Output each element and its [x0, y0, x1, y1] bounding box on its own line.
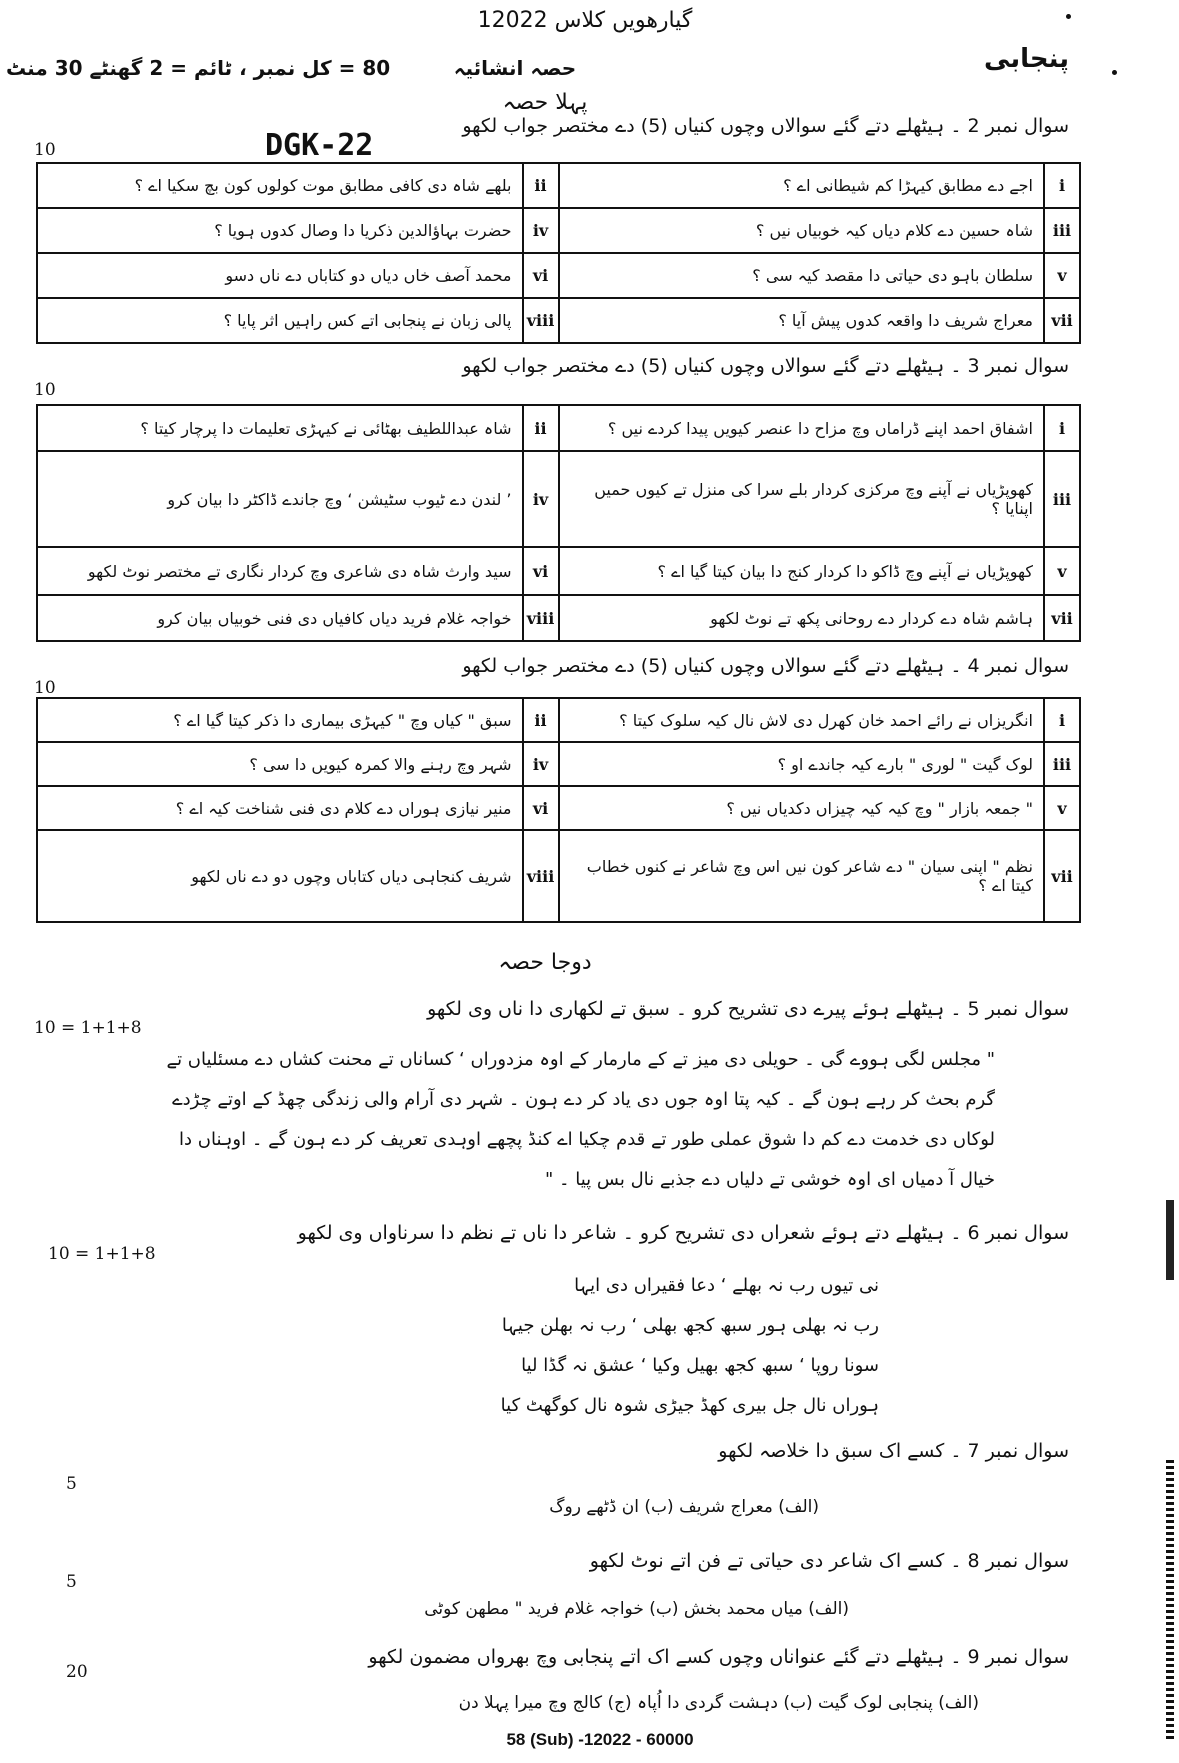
q3-iii-number: iii	[1044, 451, 1080, 547]
q7-heading: سوال نمبر 7 ۔ کسے اک سبق دا خلاصہ لکھو	[718, 1440, 1069, 1462]
q5-marks: 10 = 1+1+8	[34, 1018, 142, 1038]
q3-i-text: اشفاق احمد اپنے ڈراماں وچ مزاح دا عنصر کیویں پیدا کردے نیں ؟	[559, 405, 1045, 451]
q4-ii-number: ii	[523, 698, 559, 742]
q3-ii-text: شاہ عبداللطیف بھٹائی نے کیہڑی تعلیمات دا پرچار کیتا ؟	[37, 405, 523, 451]
table-row	[37, 298, 1080, 343]
q2-i-number: i	[1044, 163, 1080, 208]
q4-vii-number: vii	[1044, 830, 1080, 922]
table-row	[37, 742, 1080, 786]
q2-vi-text: محمد آصف خاں دیاں دو کتاباں دے ناں دسو	[37, 253, 523, 298]
scan-dot	[1112, 70, 1117, 75]
q3-heading: سوال نمبر 3 ۔ ہیٹھلے دتے گئے سوالاں وچوں کنیاں (5) دے مختصر جواب لکھو	[462, 355, 1069, 377]
q3-i-number: i	[1044, 405, 1080, 451]
table-row	[37, 698, 1080, 742]
q4-iii-number: iii	[1044, 742, 1080, 786]
part-two-title: دوجا حصہ	[498, 950, 592, 975]
q3-table	[36, 404, 1081, 642]
table-row	[37, 253, 1080, 298]
q6-marks: 10 = 1+1+8	[48, 1244, 156, 1264]
handwritten-paper-code: DGK-22	[265, 128, 374, 163]
q4-heading: سوال نمبر 4 ۔ ہیٹھلے دتے گئے سوالاں وچوں کنیاں (5) دے مختصر جواب لکھو	[462, 655, 1069, 677]
q6-verse-3: سونا روپا ‘ سبھ کجھ بھیل وکیا ‘ عشق نہ گڈا لیا	[521, 1355, 879, 1376]
q9-heading: سوال نمبر 9 ۔ ہیٹھلے دتے گئے عنواناں وچوں کسے اک اتے پنجابی وچ بھرواں مضمون لکھو	[368, 1646, 1069, 1668]
q6-heading: سوال نمبر 6 ۔ ہیٹھلے دتے ہوئے شعراں دی تشریح کرو ۔ شاعر دا ناں تے نظم دا سرناواں وی لکھو	[297, 1222, 1069, 1244]
q5-passage: " مجلس لگی ہووے گی ۔ حویلی دی میز تے کے مارمار کے اوہ مزدوراں ‘ کساناں تے محنت کشاں دے مسئلیاں تے گرم بحث کر رہے ہون گے ۔ کیہ پتا اوہ جوں دی یاد کر دے ہون ۔ شہر دی آرام والی زندگی چھڈ کے اوتے چڑدے لوکاں دی خدمت دے کم دا شوق عملی طور تے قدم چکیا اے کنڈ پچھے اوہدی تعریف کر دے ہون گے ۔ اوہناں دا خیال آ دمیاں ای اوہ خوشی تے دلیاں دے جذبے نال بس پیا ۔ "	[166, 1049, 995, 1190]
table-row	[37, 830, 1080, 922]
q2-marks: 10	[34, 140, 56, 160]
q8-options: (الف) میاں محمد بخش (ب) خواجہ غلام فرید " مطھن کوٹی	[424, 1599, 849, 1619]
subject-title: پنجابی	[984, 44, 1069, 74]
q2-iv-text: حضرت بہاؤالدین ذکریا دا وصال کدوں ہویا ؟	[37, 208, 523, 253]
part-one-title: پہلا حصہ	[502, 90, 588, 115]
q6-verse-1: نی تیوں رب نہ بھلے ‘ دعا فقیراں دی ایہا	[574, 1275, 879, 1296]
q4-iv-text: شہر وچ رہنے والا کمرہ کیویں دا سی ؟	[37, 742, 523, 786]
scan-edge-mark	[1166, 1200, 1174, 1280]
q2-heading: سوال نمبر 2 ۔ ہیٹھلے دتے گئے سوالاں وچوں کنیاں (5) دے مختصر جواب لکھو	[462, 115, 1069, 137]
q4-viii-text: شریف کنجاہی دیاں کتاباں وچوں دو دے ناں لکھو	[37, 830, 523, 922]
class-title: گیارھویں کلاس 12022	[477, 8, 693, 33]
q3-vi-text: سید وارث شاہ دی شاعری وچ کردار نگاری تے مختصر نوٹ لکھو	[37, 547, 523, 595]
q4-vi-number: vi	[523, 786, 559, 830]
q3-vii-text: ہاشم شاہ دے کردار دے روحانی پکھ تے نوٹ لکھو	[559, 595, 1045, 641]
time-and-total-marks: 80 = کل نمبر ، ٹائم = 2 گھنٹے 30 منٹ	[6, 56, 391, 80]
q4-v-text: " جمعہ بازار " وچ کیہ کیہ چیزاں دکدیاں نیں ؟	[559, 786, 1045, 830]
q9-options: (الف) پنجابی لوک گیت (ب) دہشت گردی دا اُپاہ (ج) کالج وچ میرا پہلا دن	[458, 1693, 979, 1713]
q4-vii-text: نظم " اپنی سیان " دے شاعر کون نیں اس وچ شاعر نے کنوں خطاب کیتا اے ؟	[559, 830, 1045, 922]
q2-viii-text: پالی زبان نے پنجابی اتے کس راہیں اثر پایا ؟	[37, 298, 523, 343]
table-row	[37, 405, 1080, 451]
q2-v-text: سلطان باہو دی حیاتی دا مقصد کیہ سی ؟	[559, 253, 1045, 298]
table-row	[37, 451, 1080, 547]
q4-i-text: انگریزاں نے رائے احمد خان کھرل دی لاش نال کیہ سلوک کیتا ؟	[559, 698, 1045, 742]
q2-vii-number: vii	[1044, 298, 1080, 343]
q4-v-number: v	[1044, 786, 1080, 830]
paper-footer-code: 58 (Sub) -12022 - 60000	[506, 1730, 694, 1749]
table-row	[37, 547, 1080, 595]
q8-marks: 5	[66, 1572, 77, 1592]
scan-edge-mark	[1166, 1460, 1174, 1740]
q7-marks: 5	[66, 1474, 77, 1494]
q2-ii-number: ii	[523, 163, 559, 208]
q2-vii-text: معراج شریف دا واقعہ کدوں پیش آیا ؟	[559, 298, 1045, 343]
q2-table	[36, 162, 1081, 344]
scan-dot	[1066, 14, 1071, 19]
q4-viii-number: viii	[523, 830, 559, 922]
q8-heading: سوال نمبر 8 ۔ کسے اک شاعر دی حیاتی تے فن اتے نوٹ لکھو	[589, 1550, 1069, 1572]
q3-iv-number: iv	[523, 451, 559, 547]
q3-marks: 10	[34, 380, 56, 400]
q2-iv-number: iv	[523, 208, 559, 253]
q3-v-text: کھوپڑیاں نے آپنے وچ ڈاکو دا کردار کنج دا بیان کیتا گیا اے ؟	[559, 547, 1045, 595]
q3-viii-number: viii	[523, 595, 559, 641]
q4-vi-text: منیر نیازی ہوراں دے کلام دی فنی شناخت کیہ اے ؟	[37, 786, 523, 830]
q3-viii-text: خواجہ غلام فرید دیاں کافیاں دی فنی خوبیاں بیان کرو	[37, 595, 523, 641]
q4-iii-text: لوک گیت " لوری " بارے کیہ جاندے او ؟	[559, 742, 1045, 786]
q2-viii-number: viii	[523, 298, 559, 343]
section-title: حصہ انشائیہ	[453, 56, 577, 80]
q2-i-text: اجے دے مطابق کیہڑا کم شیطانی اے ؟	[559, 163, 1045, 208]
q4-iv-number: iv	[523, 742, 559, 786]
q4-marks: 10	[34, 678, 56, 698]
q3-vi-number: vi	[523, 547, 559, 595]
q6-verse-2: رب نہ بھلی ہور سبھ کجھ بھلی ‘ رب نہ بھلن جیہا	[501, 1315, 879, 1336]
table-row	[37, 163, 1080, 208]
q2-vi-number: vi	[523, 253, 559, 298]
q2-v-number: v	[1044, 253, 1080, 298]
q2-iii-number: iii	[1044, 208, 1080, 253]
q9-marks: 20	[66, 1662, 88, 1682]
q3-ii-number: ii	[523, 405, 559, 451]
table-row	[37, 786, 1080, 830]
table-row	[37, 208, 1080, 253]
q2-iii-text: شاہ حسین دے کلام دیاں کیہ خوبیاں نیں ؟	[559, 208, 1045, 253]
q4-i-number: i	[1044, 698, 1080, 742]
q3-iv-text: ’ لندن دے ٹیوب سٹیشن ‘ وچ جاندے ڈاکٹر دا بیان کرو	[37, 451, 523, 547]
table-row	[37, 595, 1080, 641]
q3-vii-number: vii	[1044, 595, 1080, 641]
q7-options: (الف) معراج شریف (ب) ان ڈٹھے روگ	[549, 1497, 819, 1517]
q3-v-number: v	[1044, 547, 1080, 595]
q3-iii-text: کھوپڑیاں نے آپنے وچ مرکزی کردار بلے سرا کی منزل تے کیوں حمیں اپنایا ؟	[559, 451, 1045, 547]
q6-verse-4: ہوراں نال جل بیری کھڈ جیڑی شوہ نال کوگھٹ کیا	[500, 1395, 879, 1416]
q5-heading: سوال نمبر 5 ۔ ہیٹھلے ہوئے پیرے دی تشریح کرو ۔ سبق تے لکھاری دا ناں وی لکھو	[427, 998, 1069, 1020]
q4-ii-text: سبق " کیاں وچ " کیہڑی بیماری دا ذکر کیتا گیا اے ؟	[37, 698, 523, 742]
q4-table	[36, 697, 1081, 923]
q2-ii-text: بلھے شاہ دی کافی مطابق موت کولوں کون بچ سکیا اے ؟	[37, 163, 523, 208]
